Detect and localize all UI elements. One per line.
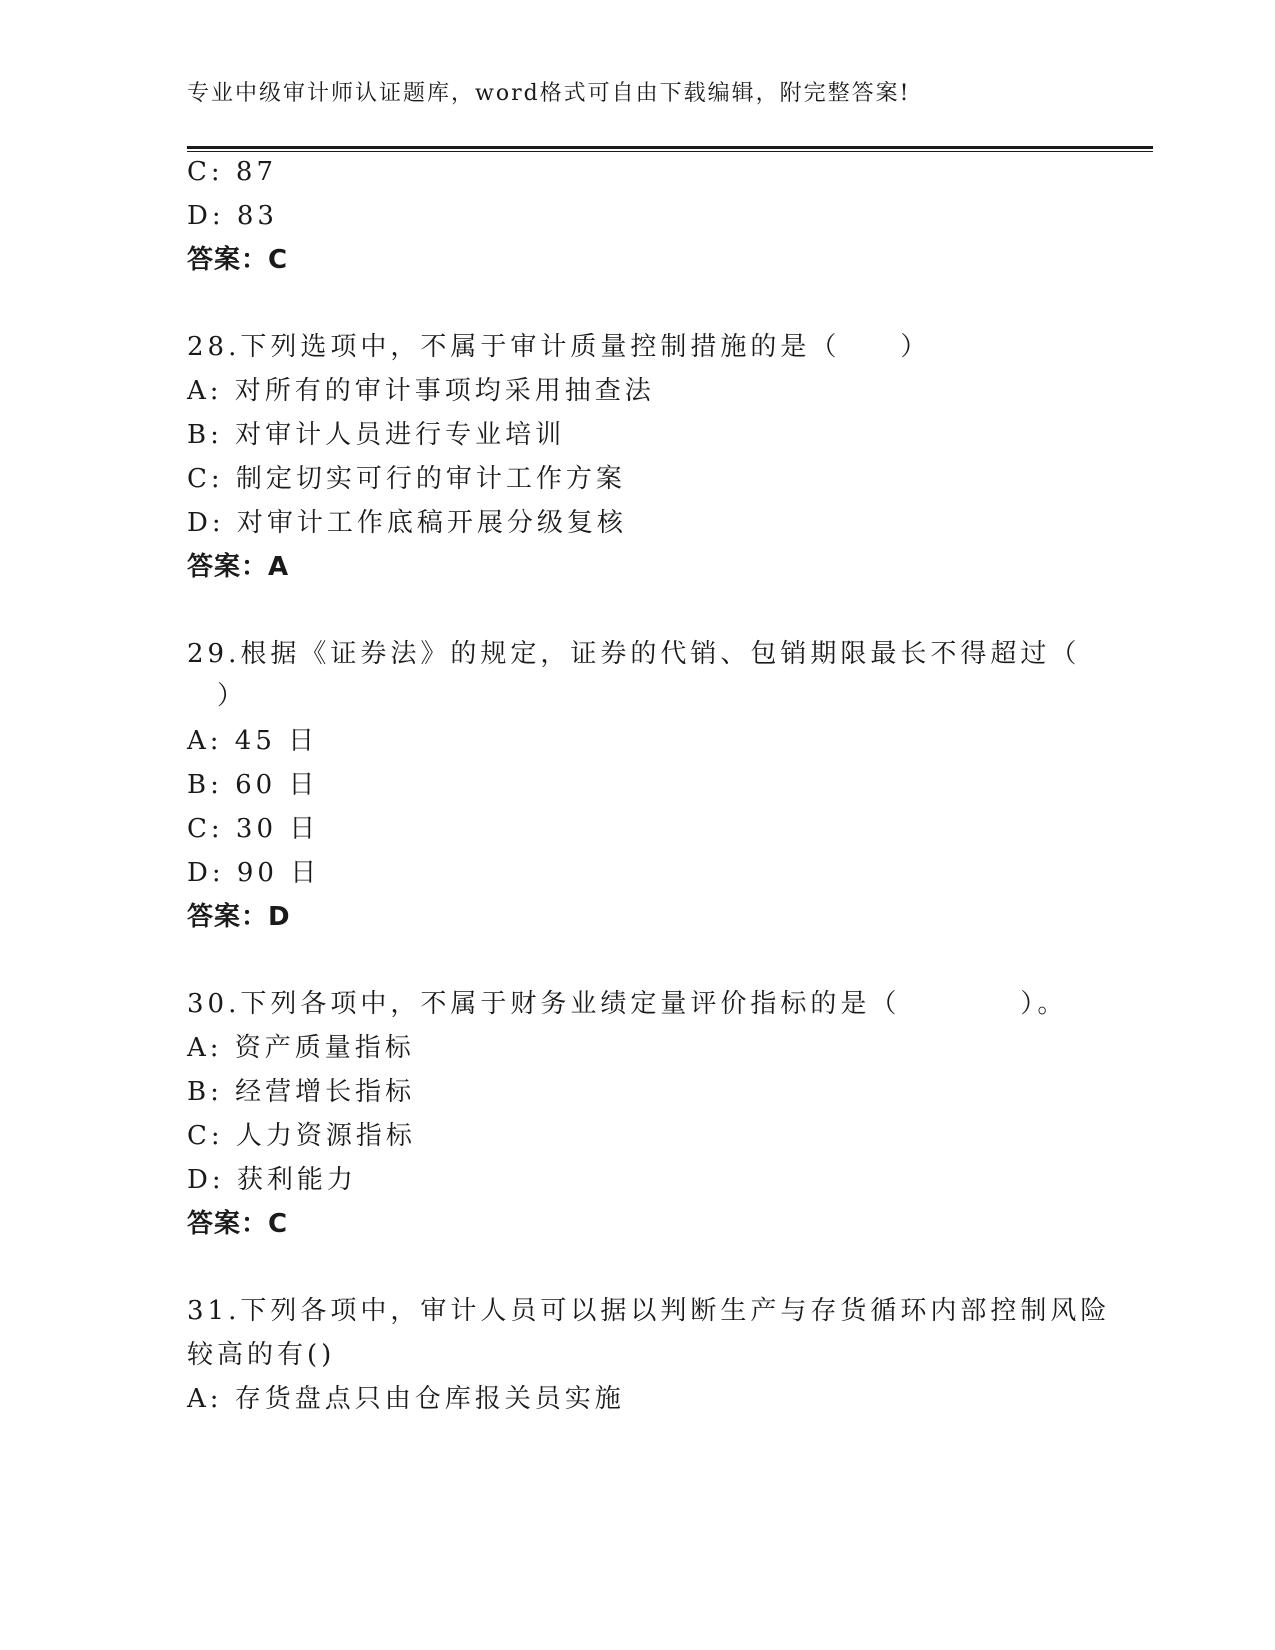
question-29-option-d: D: 90 日 [187,858,321,888]
question-28-option-d: D: 对审计工作底稿开展分级复核 [187,508,627,538]
question-29-option-b: B: 60 日 [187,770,319,800]
answer-27: 答案：C [187,245,289,275]
page-header: 专业中级审计师认证题库，word格式可自由下载编辑，附完整答案! [187,81,911,106]
question-31-line-1: 31.下列各项中，审计人员可以据以判断生产与存货循环内部控制风险 [187,1296,1111,1326]
question-30-option-b: B: 经营增长指标 [187,1077,416,1107]
question-30-option-c: C: 人力资源指标 [187,1121,416,1151]
question-30-option-a: A: 资产质量指标 [187,1033,415,1063]
option-c: C: 87 [187,157,278,187]
question-31-line-2: 较高的有() [187,1340,336,1370]
answer-28: 答案：A [187,552,290,582]
option-d: D: 83 [187,201,278,231]
question-29-line-1: 29.根据《证券法》的规定，证券的代销、包销期限最长不得超过（ [187,639,1081,669]
question-29-option-c: C: 30 日 [187,814,320,844]
header-rule-thin [187,151,1153,152]
question-29-option-a: A: 45 日 [187,726,319,756]
question-31-option-a: A: 存货盘点只由仓库报关员实施 [187,1384,625,1414]
question-30-option-d: D: 获利能力 [187,1165,357,1195]
header-rule-thick [187,146,1153,149]
question-28-option-a: A: 对所有的审计事项均采用抽查法 [187,376,655,406]
question-29-line-2: ） [187,681,248,711]
question-28-option-b: B: 对审计人员进行专业培训 [187,420,566,450]
question-28-option-c: C: 制定切实可行的审计工作方案 [187,464,626,494]
question-28: 28.下列选项中，不属于审计质量控制措施的是（ ） [187,332,931,362]
answer-29: 答案：D [187,902,291,932]
question-30: 30.下列各项中，不属于财务业绩定量评价指标的是（ ）。 [187,989,1068,1019]
answer-30: 答案：C [187,1209,289,1239]
